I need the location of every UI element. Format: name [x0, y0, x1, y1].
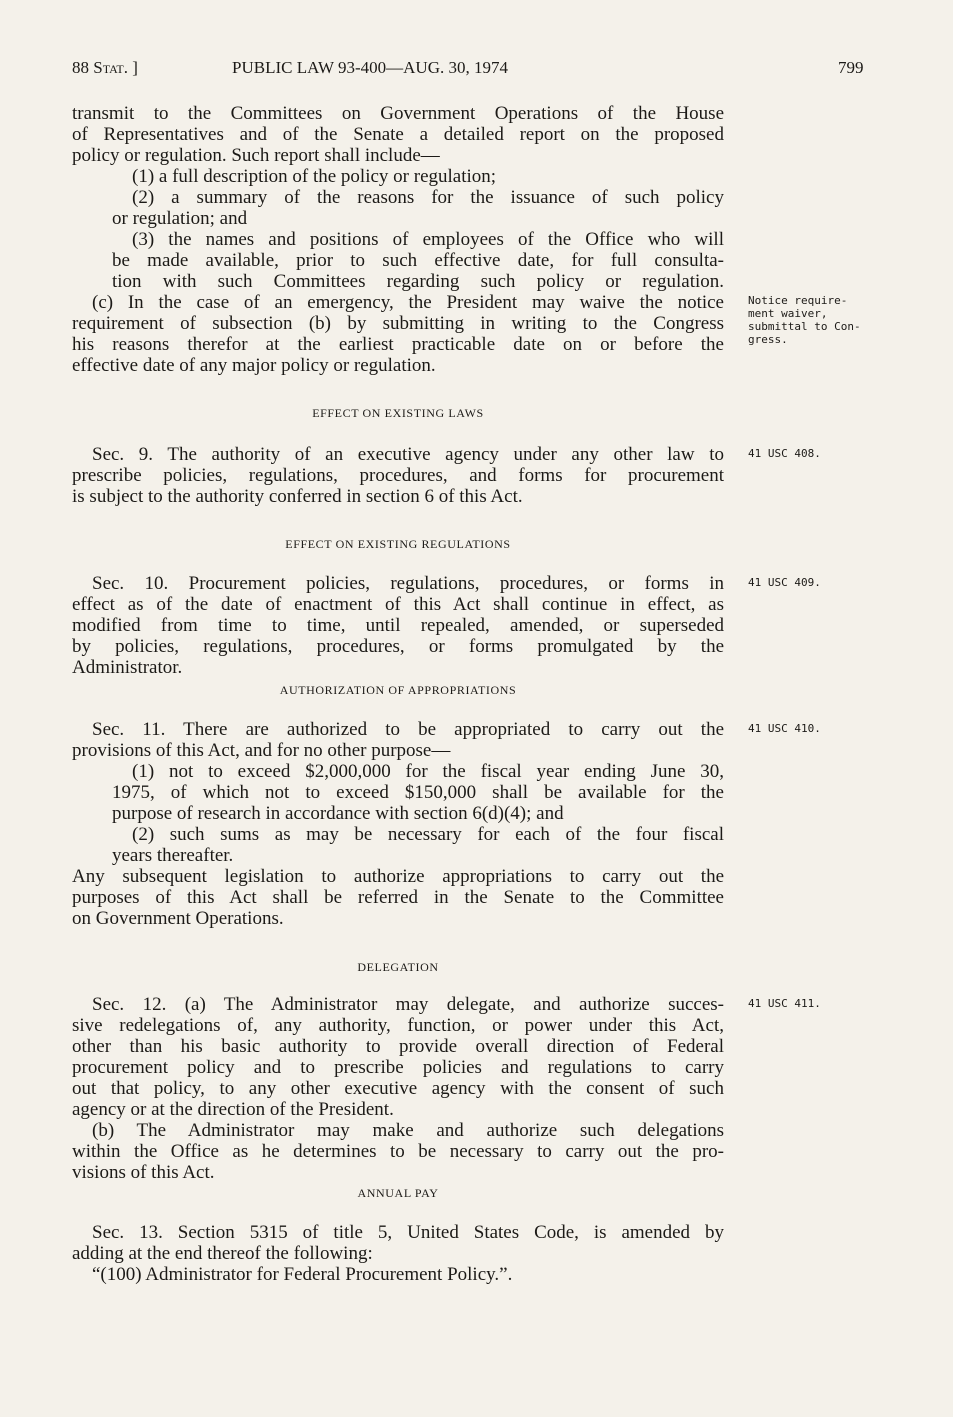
margin-note-usc: 41 USC 410. [748, 722, 821, 735]
text-line: visions of this Act. [72, 1162, 215, 1183]
text-line: Sec. 11. There are authorized to be appropriated to carry out the [92, 719, 724, 740]
text-line: purposes of this Act shall be referred in the Senate to the Committee [72, 887, 724, 908]
text-line: Sec. 12. (a) The Administrator may delegate, and authorize succes- [92, 994, 724, 1015]
section-11 [72, 719, 724, 929]
text-line: requirement of subsection (b) by submitting in writing to the Congress [72, 313, 724, 334]
text-line: Sec. 13. Section 5315 of title 5, United States Code, is amended by [92, 1222, 724, 1243]
text-line: prescribe policies, regulations, procedures, and forms for procurement [72, 465, 724, 486]
text-line: (2) such sums as may be necessary for each of the four fiscal [132, 824, 724, 845]
text-line: within the Office as he determines to be necessary to carry out the pro- [72, 1141, 724, 1162]
section-10 [72, 573, 724, 678]
volume-reference: 88 Stat. ] [72, 58, 138, 77]
margin-note-usc: 41 USC 411. [748, 997, 821, 1010]
section-13 [72, 1222, 724, 1285]
text-line: Any subsequent legislation to authorize appropriations to carry out the [72, 866, 724, 887]
text-line: his reasons therefor at the earliest practicable date on or before the [72, 334, 724, 355]
page-number: 799 [838, 58, 864, 77]
text-line: by policies, regulations, procedures, or forms promulgated by the [72, 636, 724, 657]
text-line: modified from time to time, until repealed, amended, or superseded [72, 615, 724, 636]
text-line: (3) the names and positions of employees of the Office who will [132, 229, 724, 250]
text-line: other than his basic authority to provide overall direction of Federal [72, 1036, 724, 1057]
text-line: transmit to the Committees on Government Operations of the House [72, 103, 724, 124]
section-heading: AUTHORIZATION OF APPROPRIATIONS [279, 683, 517, 697]
text-line: or regulation; and [112, 208, 248, 229]
text-line: “(100) Administrator for Federal Procurement Policy.”. [92, 1264, 513, 1285]
text-line: out that policy, to any other executive agency with the consent of such [72, 1078, 724, 1099]
section-9 [72, 444, 724, 507]
page-title: PUBLIC LAW 93-400—AUG. 30, 1974 [232, 58, 508, 77]
text-line: adding at the end thereof the following: [72, 1243, 373, 1264]
text-line: Administrator. [72, 657, 183, 678]
text-line: 1975, of which not to exceed $150,000 shall be available for the [112, 782, 724, 803]
text-line: of Representatives and of the Senate a detailed report on the proposed [72, 124, 724, 145]
text-line: years thereafter. [112, 845, 234, 866]
margin-note-usc: 41 USC 409. [748, 576, 821, 589]
margin-note-notice: Notice require- ment waiver, submittal to Con- gress. [748, 294, 861, 346]
text-line: procurement policy and to prescribe policies and regulations to carry [72, 1057, 724, 1078]
margin-note-usc: 41 USC 408. [748, 447, 821, 460]
text-line: effect as of the date of enactment of this Act shall continue in effect, as [72, 594, 724, 615]
text-line: (b) The Administrator may make and authorize such delegations [92, 1120, 724, 1141]
text-line: (1) a full description of the policy or regulation; [132, 166, 497, 187]
text-line: Sec. 9. The authority of an executive agency under any other law to [92, 444, 724, 465]
text-line: (2) a summary of the reasons for the issuance of such policy [132, 187, 724, 208]
text-line: (c) In the case of an emergency, the President may waive the notice [92, 292, 724, 313]
section-heading: EFFECT ON EXISTING REGULATIONS [285, 537, 511, 551]
section-heading: DELEGATION [357, 960, 439, 974]
section-12 [72, 994, 724, 1183]
section-heading: ANNUAL PAY [357, 1186, 439, 1200]
text-line: on Government Operations. [72, 908, 284, 929]
text-line: effective date of any major policy or regulation. [72, 355, 436, 376]
text-line: be made available, prior to such effective date, for full consulta- [112, 250, 724, 271]
text-line: agency or at the direction of the President. [72, 1099, 394, 1120]
text-line: is subject to the authority conferred in section 6 of this Act. [72, 486, 523, 507]
text-line: provisions of this Act, and for no other purpose— [72, 740, 451, 761]
text-line: purpose of research in accordance with section 6(d)(4); and [112, 803, 564, 824]
text-line: sive redelegations of, any authority, function, or power under this Act, [72, 1015, 724, 1036]
section-heading: EFFECT ON EXISTING LAWS [312, 406, 484, 420]
text-line: tion with such Committees regarding such policy or regulation. [112, 271, 724, 292]
text-line: (1) not to exceed $2,000,000 for the fiscal year ending June 30, [132, 761, 724, 782]
text-line: policy or regulation. Such report shall include— [72, 145, 440, 166]
continuation-block [72, 103, 724, 376]
text-line: Sec. 10. Procurement policies, regulations, procedures, or forms in [92, 573, 724, 594]
